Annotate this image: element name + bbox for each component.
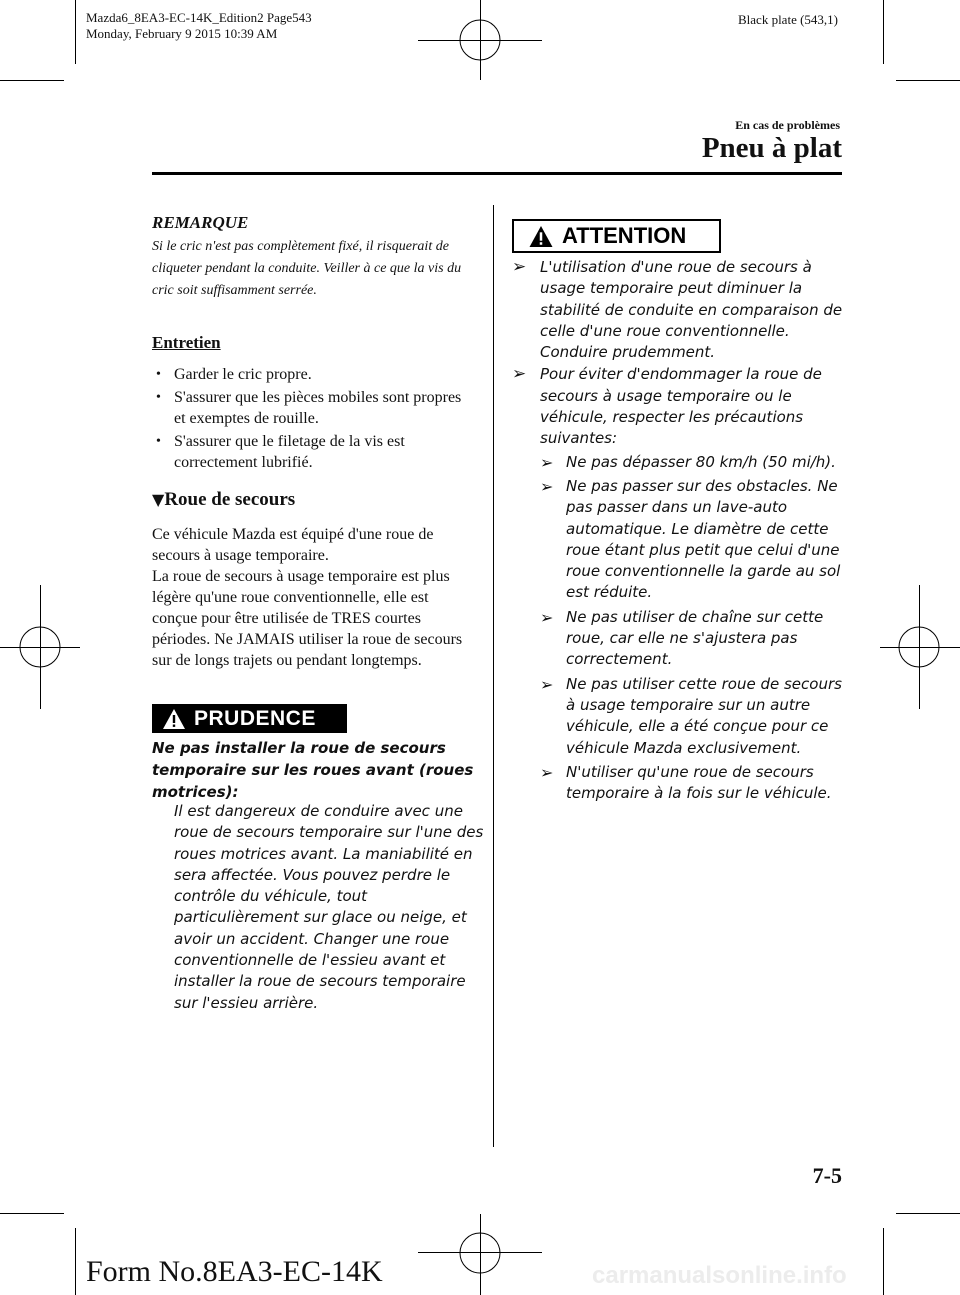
print-meta-date: Monday, February 9 2015 10:39 AM <box>86 26 278 41</box>
list-item: ➢ L'utilisation d'une roue de secours à usage temporaire peut diminuer la stabilité de conduite en comparaison de celle d'une roue conventionnelle. Conduire prudemment. <box>512 257 843 362</box>
list-item: ➢ Pour éviter d'endommager la roue de secours à usage temporaire ou le véhicule, respecter les précautions suivantes: ➢ Ne pas dépasser 80 km/h (50 mi/h). ➢ Ne pas passer sur des obstacles. Ne pas passer dans un lave-auto automatique. Le diamètre de cette roue étant plus petit que celui d'une roue conventionnelle la garde au sol est réduite. ➢ Ne pas utiliser de chaîne sur cette roue, car elle ne s'ajustera pas correctement. ➢ Ne pas utiliser cette roue de secours à usage temporaire sur un autre véhicule, elle a été conçue pour ce véhicule Mazda exclusivement. ➢ N'utiliser qu'une roue de secours temporaire à la fois sur le véhicule. <box>508 364 848 804</box>
registration-mark-top <box>456 16 504 64</box>
maintenance-heading: Entretien <box>152 333 221 352</box>
maintenance-list <box>154 364 474 475</box>
note-text: Si le cric n'est pas complètement fixé, il risquerait de cliqueter pendant la conduite. Veiller à ce que la vis du cric soit suffisamment serrée. <box>152 239 462 298</box>
list-item: ➢ Ne pas dépasser 80 km/h (50 mi/h). <box>540 452 836 472</box>
form-number: Form No.8EA3-EC-14K <box>86 1255 383 1288</box>
registration-mark-left <box>16 623 64 671</box>
page-title: Pneu à plat <box>701 132 842 164</box>
caution-text: Il est dangereux de conduire avec une roue de secours temporaire sur l'une des roues motrices avant. La maniabilité en sera affectée. Vous pouvez perdre le contrôle du véhicule, tout particulièrement sur glace ou neige, et avoir un accident. Changer une roue conventionnelle de l'essieu avant et installer la roue de secours temporaire sur l'essieu arrière. <box>174 802 484 1012</box>
triangle-arrow-icon: ➢ <box>540 674 554 694</box>
list-item: ➢ N'utiliser qu'une roue de secours temporaire à la fois sur le véhicule. <box>540 762 832 803</box>
print-meta-plate: Black plate (543,1) <box>738 12 838 27</box>
triangle-arrow-icon: ➢ <box>512 257 527 277</box>
triangle-arrow-icon: ➢ <box>512 364 527 385</box>
bullet-dot-icon: • <box>156 367 161 382</box>
caution-banner <box>152 704 347 733</box>
registration-mark-right <box>895 623 943 671</box>
list-item: ➢ Ne pas utiliser de chaîne sur cette roue, car elle ne s'ajustera pas correctement. <box>540 607 824 669</box>
list-item: • S'assurer que les pièces mobiles sont propres et exemptes de rouille. <box>156 389 462 427</box>
registration-mark-bottom <box>456 1229 504 1277</box>
warning-triangle-icon <box>162 708 186 730</box>
list-item: ➢ Ne pas utiliser cette roue de secours à usage temporaire sur un autre véhicule, elle a été conçue pour ce véhicule Mazda exclusivement. <box>540 674 842 757</box>
attention-banner <box>512 219 721 253</box>
list-item: • Garder le cric propre. <box>156 366 312 383</box>
attention-label: ATTENTION <box>562 223 687 248</box>
watermark: carmanualsonline.info <box>592 1262 847 1289</box>
list-item: • S'assurer que le filetage de la vis est correctement lubrifié. <box>156 433 405 471</box>
column-divider <box>493 205 494 1147</box>
page-number: 7-5 <box>812 1163 842 1188</box>
spare-heading: ▼Roue de secours <box>152 489 296 510</box>
triangle-arrow-icon: ➢ <box>540 762 554 782</box>
header-rule <box>152 172 842 175</box>
bullet-dot-icon: • <box>156 434 161 449</box>
attention-list <box>508 257 848 804</box>
caution-label: PRUDENCE <box>194 706 316 730</box>
spare-paragraph-2: La roue de secours à usage temporaire est plus légère qu'une roue conventionnelle, elle est conçue pour être utilisée de TRES courtes périodes. Ne JAMAIS utiliser la roue de secours sur de longs trajets ou pendant longtemps. <box>152 568 463 669</box>
list-item: ➢ Ne pas passer sur des obstacles. Ne pas passer dans un lave-auto automatique. Le diamètre de cette roue étant plus petit que celui d'une roue conventionnelle la garde au sol est réduite. <box>540 476 841 602</box>
triangle-arrow-icon: ➢ <box>540 476 554 496</box>
note-title: REMARQUE <box>152 213 249 232</box>
caution-bold: Ne pas installer la roue de secours temporaire sur les roues avant (roues motrices): <box>152 739 474 801</box>
attention-sublist <box>540 452 848 805</box>
section-label: En cas de problèmes <box>735 118 840 132</box>
spare-paragraph-1: Ce véhicule Mazda est équipé d'une roue de secours à usage temporaire. <box>152 526 434 564</box>
triangle-arrow-icon: ▼ <box>152 490 165 509</box>
triangle-arrow-icon: ➢ <box>540 607 554 627</box>
bullet-dot-icon: • <box>156 390 161 405</box>
triangle-arrow-icon: ➢ <box>540 452 554 472</box>
warning-triangle-icon <box>528 225 554 248</box>
print-meta-file: Mazda6_8EA3-EC-14K_Edition2 Page543 <box>86 10 312 25</box>
